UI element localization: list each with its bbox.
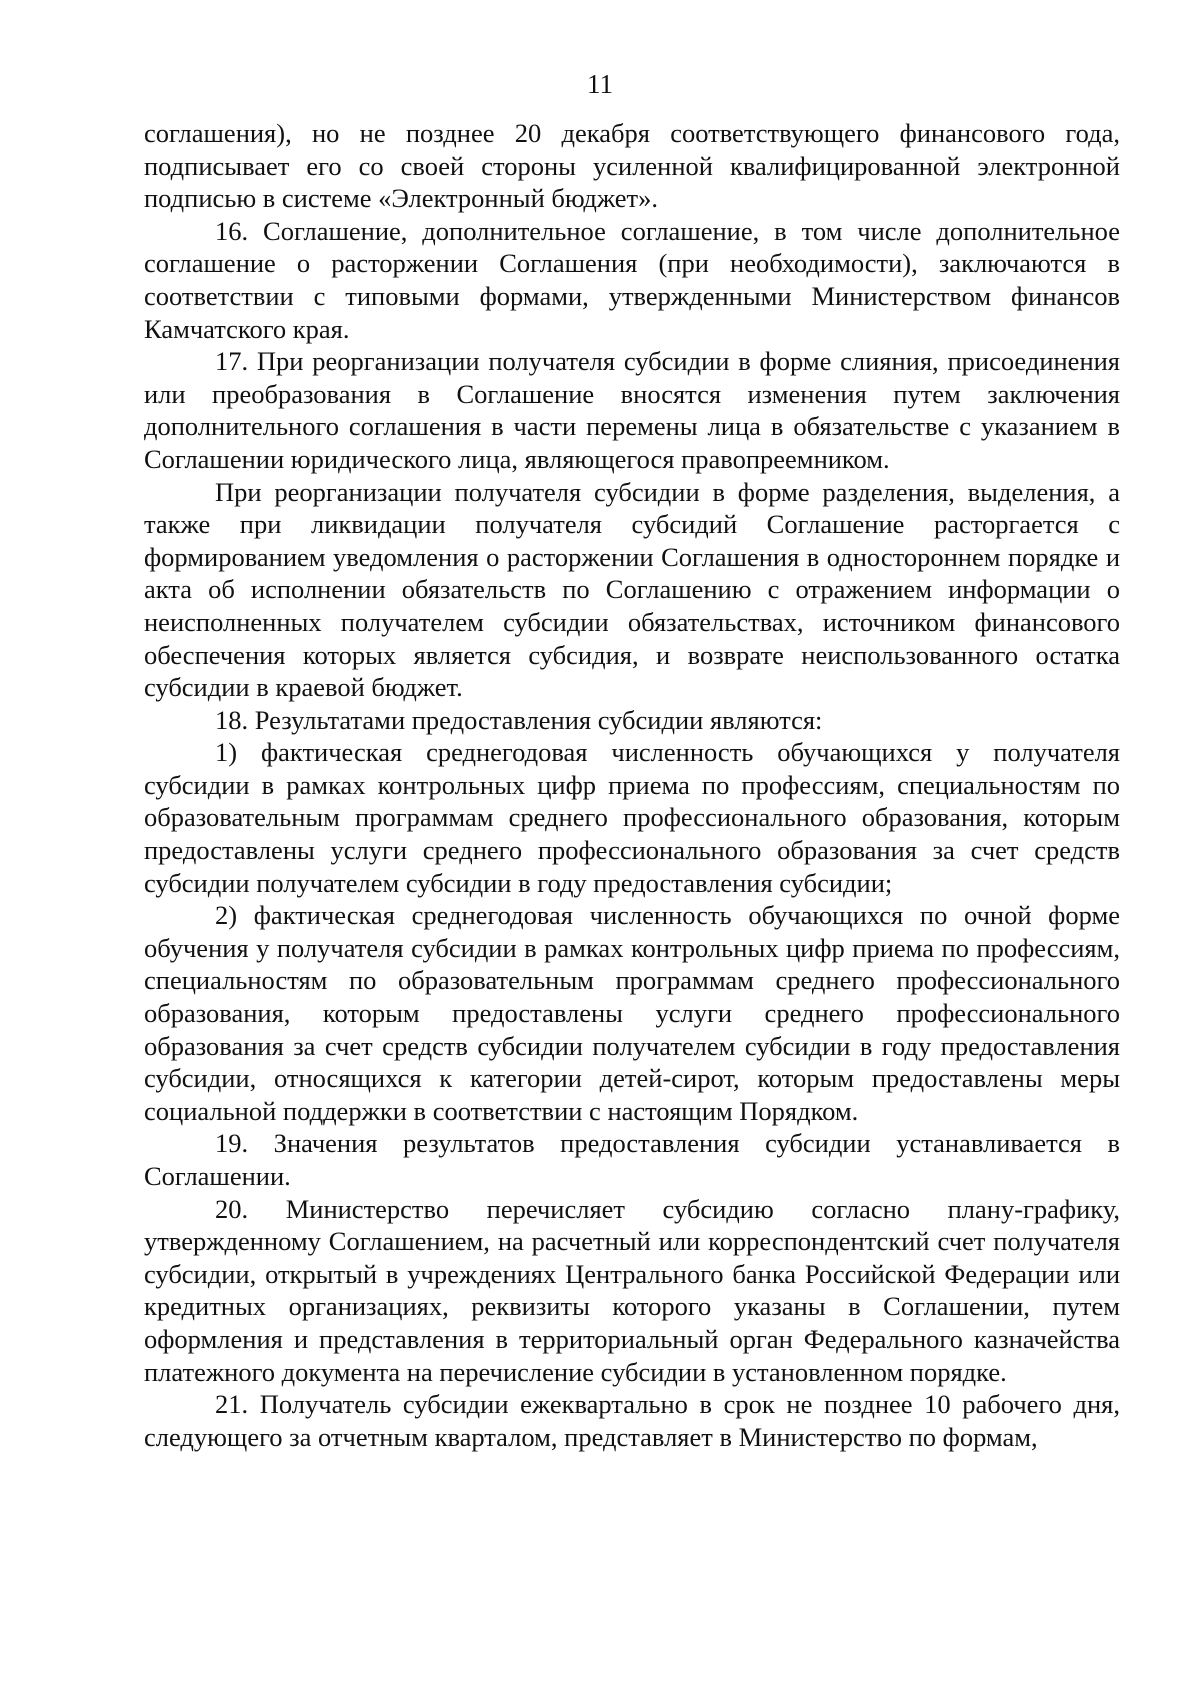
paragraph-16: 16. Соглашение, дополнительное соглашение, в том числе дополнительное соглашение о расторжении Соглашения (при необходимости), заключаются в соответствии с типовыми формами, утвержденными Министерством финансов Камчатского края. xyxy=(144,215,1120,344)
document-body xyxy=(144,117,1120,1453)
paragraph-17-reorganization: При реорганизации получателя субсидии в форме разделения, выделения, а также при ликвидации получателя субсидий Соглашение расторгается с формированием уведомления о расторжении Соглашения в одностороннем порядке и акта об исполнении обязательств по Соглашению с отражением информации о неисполненных получателем субсидии обязательствах, источником финансового обеспечения которых является субсидия, и возврате неиспользованного остатка субсидии в краевой бюджет. xyxy=(144,476,1120,703)
paragraph-19: 19. Значения результатов предоставления субсидии устанавливается в Соглашении. xyxy=(144,1128,1120,1191)
page-number: 11 xyxy=(587,69,613,99)
paragraph-18: 18. Результатами предоставления субсидии являются: xyxy=(215,704,823,735)
paragraph-18-item-2: 2) фактическая среднегодовая численность обучающихся по очной форме обучения у получателя субсидии в рамках контрольных цифр приема по профессиям, специальностям по образовательным программам среднего профессионального образования, которым предоставлены услуги среднего профессионального образования за счет средств субсидии получателем субсидии в году предоставления субсидии, относящихся к категории детей-сирот, которым предоставлены меры социальной поддержки в соответствии с настоящим Порядком. xyxy=(144,900,1120,1126)
paragraph-20: 20. Министерство перечисляет субсидию согласно плану-графику, утвержденному Соглашением, на расчетный или корреспондентский счет получателя субсидии, открытый в учреждениях Центрального банка Российской Федерации или кредитных организациях, реквизиты которого указаны в Соглашении, путем оформления и представления в территориальный орган Федерального казначейства платежного документа на перечисление субсидии в установленном порядке. xyxy=(144,1193,1120,1387)
paragraph-21: 21. Получатель субсидии ежеквартально в срок не позднее 10 рабочего дня, следующего за отчетным кварталом, представляет в Министерство по формам, xyxy=(144,1389,1120,1452)
paragraph-continuation: соглашения), но не позднее 20 декабря соответствующего финансового года, подписывает его со своей стороны усиленной квалифицированной электронной подписью в системе «Электронный бюджет». xyxy=(144,118,1120,214)
paragraph-17: 17. При реорганизации получателя субсидии в форме слияния, присоединения или преобразования в Соглашение вносятся изменения путем заключения дополнительного соглашения в части перемены лица в обязательстве с указанием в Соглашении юридического лица, являющегося правопреемником. xyxy=(144,346,1120,474)
paragraph-18-item-1: 1) фактическая среднегодовая численность обучающихся у получателя субсидии в рамках контрольных цифр приема по профессиям, специальностям по образовательным программам среднего профессионального образования, которым предоставлены услуги среднего профессионального образования за счет средств субсидии получателем субсидии в году предоставления субсидии; xyxy=(144,737,1120,898)
